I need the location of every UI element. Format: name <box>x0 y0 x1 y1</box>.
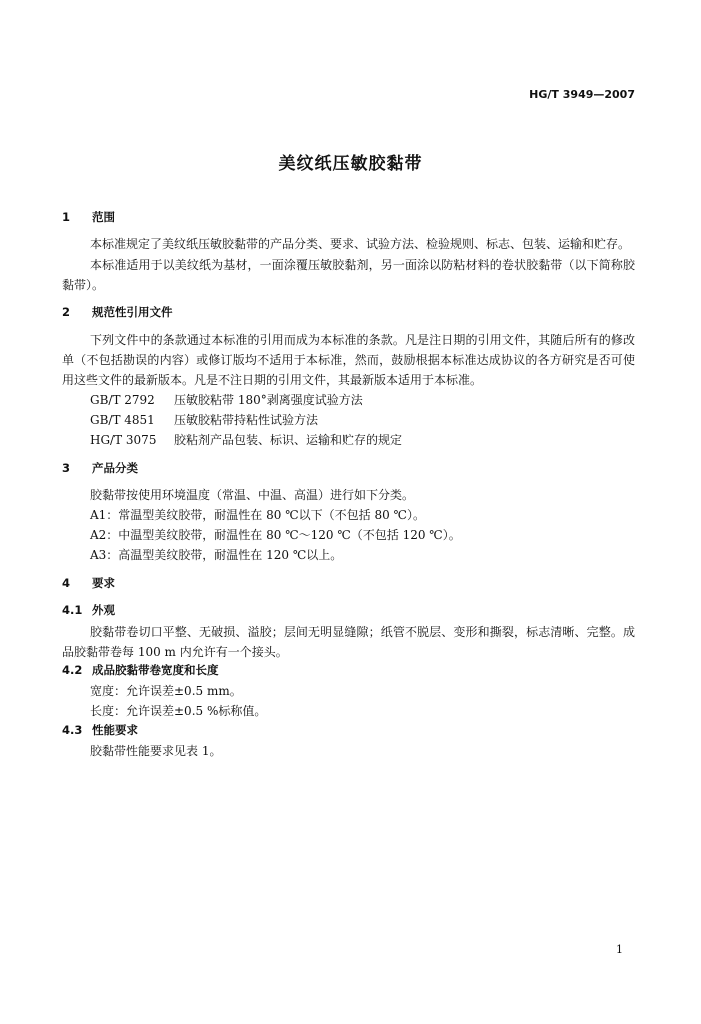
reference-code: HG/T 3075 <box>90 433 157 447</box>
reference-item <box>90 431 402 448</box>
section-number: 4 <box>62 576 71 590</box>
section-2-paragraph: 下列文件中的条款通过本标准的引用而成为本标准的条款。凡是注日期的引用文件，其随后所有的修改单（不包括勘误的内容）或修订版均不适用于本标准，然而，鼓励根据本标准达成协议的各方研究是否可使用这些文件的最新版本。凡是不注日期的引用文件，其最新版本适用于本标准。 <box>62 333 635 387</box>
reference-title: 胶粘剂产品包装、标识、运输和贮存的规定 <box>174 433 403 447</box>
section-title: 性能要求 <box>92 723 138 737</box>
reference-title: 压敏胶粘带持粘性试验方法 <box>174 413 319 427</box>
section-1-paragraph-1: 本标准规定了美纹纸压敏胶黏带的产品分类、要求、试验方法、检验规则、标志、包装、运输和贮存。 <box>90 237 631 251</box>
section-title: 外观 <box>92 603 115 617</box>
section-title: 产品分类 <box>92 461 138 475</box>
length-tolerance: 长度：允许误差±0.5 %标称值。 <box>90 704 267 718</box>
classification-intro: 胶黏带按使用环境温度（常温、中温、高温）进行如下分类。 <box>90 488 415 502</box>
page-number: 1 <box>616 943 623 956</box>
section-4-heading <box>62 575 115 591</box>
reference-code: GB/T 4851 <box>90 413 155 427</box>
section-3-heading <box>62 460 138 476</box>
section-1-paragraph-2: 本标准适用于以美纹纸为基材，一面涂覆压敏胶黏剂，另一面涂以防粘材料的卷状胶黏带（以下简称胶黏带）。 <box>62 258 635 292</box>
section-title: 要求 <box>92 576 115 590</box>
section-4-3-paragraph: 胶黏带性能要求见表 1。 <box>90 744 222 758</box>
classification-item: A3：高温型美纹胶带，耐温性在 120 ℃以上。 <box>90 548 343 562</box>
section-4-1-heading <box>62 602 115 618</box>
section-4-3-heading <box>62 722 138 738</box>
reference-item <box>90 391 363 408</box>
page-title: 美纹纸压敏胶黏带 <box>278 154 423 174</box>
section-title: 规范性引用文件 <box>92 305 173 319</box>
section-1-heading <box>62 209 115 225</box>
section-2-heading <box>62 304 173 320</box>
section-title: 成品胶黏带卷宽度和长度 <box>92 663 219 677</box>
width-tolerance: 宽度：允许误差±0.5 mm。 <box>90 684 242 698</box>
section-number: 1 <box>62 210 71 224</box>
section-4-1-paragraph: 胶黏带卷切口平整、无破损、溢胶；层间无明显缝隙；纸管不脱层、变形和撕裂，标志清晰、完整。成品胶黏带卷每 100 m 内允许有一个接头。 <box>62 625 635 659</box>
standard-number: HG/T 3949—2007 <box>529 88 635 101</box>
reference-title: 压敏胶粘带 180°剥离强度试验方法 <box>174 393 363 407</box>
section-number: 4.3 <box>62 723 83 737</box>
classification-item: A2：中温型美纹胶带，耐温性在 80 ℃～120 ℃（不包括 120 ℃）。 <box>90 528 461 542</box>
reference-item <box>90 411 318 428</box>
section-number: 4.2 <box>62 663 83 677</box>
classification-item: A1：常温型美纹胶带，耐温性在 80 ℃以下（不包括 80 ℃）。 <box>90 508 425 522</box>
section-number: 3 <box>62 461 71 475</box>
section-title: 范围 <box>92 210 115 224</box>
reference-code: GB/T 2792 <box>90 393 155 407</box>
section-number: 2 <box>62 305 71 319</box>
section-4-2-heading <box>62 662 219 678</box>
section-number: 4.1 <box>62 603 83 617</box>
